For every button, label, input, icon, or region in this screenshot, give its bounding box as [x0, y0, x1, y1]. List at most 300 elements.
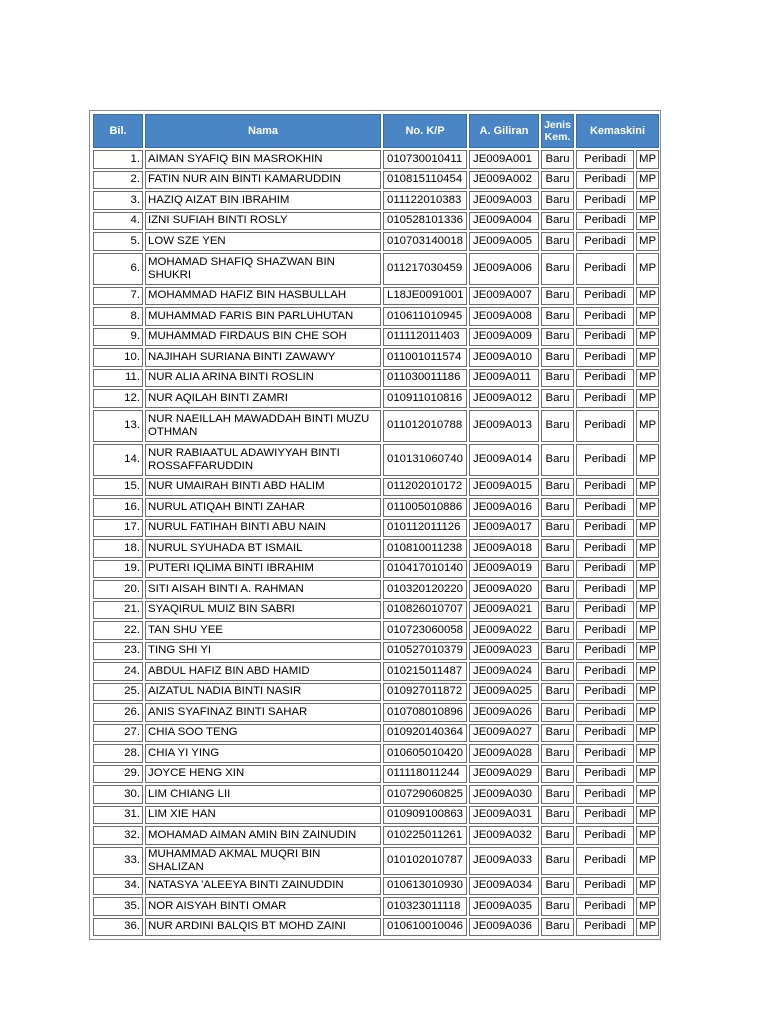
update-type: Peribadi	[576, 724, 634, 743]
exam-number: JE009A020	[469, 580, 539, 599]
student-name: SITI AISAH BINTI A. RAHMAN	[145, 580, 381, 599]
student-name: MUHAMMAD AKMAL MUQRI BIN SHALIZAN	[145, 847, 381, 875]
exam-number: JE009A013	[469, 410, 539, 442]
student-name: MUHAMMAD FARIS BIN PARLUHUTAN	[145, 307, 381, 326]
update-type: Peribadi	[576, 287, 634, 306]
mp-code: MP	[636, 150, 659, 169]
ic-number: 010215011487	[383, 662, 467, 681]
student-table	[91, 112, 661, 938]
exam-number: JE009A024	[469, 662, 539, 681]
jenis-kem: Baru	[541, 642, 574, 661]
ic-number: 010729060825	[383, 785, 467, 804]
jenis-kem: Baru	[541, 389, 574, 408]
jenis-kem: Baru	[541, 444, 574, 476]
exam-number: JE009A016	[469, 498, 539, 517]
exam-number: JE009A003	[469, 191, 539, 210]
update-type: Peribadi	[576, 232, 634, 251]
ic-number: 010730010411	[383, 150, 467, 169]
row-number: 19.	[93, 560, 143, 579]
ic-number: 010611010945	[383, 307, 467, 326]
mp-code: MP	[636, 601, 659, 620]
exam-number: JE009A032	[469, 826, 539, 845]
row-number: 12.	[93, 389, 143, 408]
update-type: Peribadi	[576, 580, 634, 599]
ic-number: 011001011574	[383, 348, 467, 367]
update-type: Peribadi	[576, 765, 634, 784]
row-number: 17.	[93, 519, 143, 538]
student-name: JOYCE HENG XIN	[145, 765, 381, 784]
student-name: IZNI SUFIAH BINTI ROSLY	[145, 212, 381, 231]
mp-code: MP	[636, 348, 659, 367]
table-row	[93, 601, 659, 620]
table-row	[93, 621, 659, 640]
row-number: 3.	[93, 191, 143, 210]
student-name: TING SHI YI	[145, 642, 381, 661]
exam-number: JE009A026	[469, 703, 539, 722]
table-row	[93, 642, 659, 661]
table-row	[93, 806, 659, 825]
mp-code: MP	[636, 369, 659, 388]
mp-code: MP	[636, 328, 659, 347]
row-number: 11.	[93, 369, 143, 388]
exam-number: JE009A028	[469, 744, 539, 763]
row-number: 36.	[93, 918, 143, 937]
mp-code: MP	[636, 191, 659, 210]
student-name: ANIS SYAFINAZ BINTI SAHAR	[145, 703, 381, 722]
update-type: Peribadi	[576, 877, 634, 896]
student-name: NUR ARDINI BALQIS BT MOHD ZAINI	[145, 918, 381, 937]
row-number: 5.	[93, 232, 143, 251]
table-row	[93, 212, 659, 231]
update-type: Peribadi	[576, 918, 634, 937]
ic-number: 011202010172	[383, 478, 467, 497]
student-name: NAJIHAH SURIANA BINTI ZAWAWY	[145, 348, 381, 367]
row-number: 29.	[93, 765, 143, 784]
jenis-kem: Baru	[541, 580, 574, 599]
exam-number: JE009A036	[469, 918, 539, 937]
row-number: 8.	[93, 307, 143, 326]
row-number: 30.	[93, 785, 143, 804]
header-jenis-line2: Kem.	[544, 131, 571, 143]
mp-code: MP	[636, 307, 659, 326]
update-type: Peribadi	[576, 212, 634, 231]
update-type: Peribadi	[576, 150, 634, 169]
jenis-kem: Baru	[541, 877, 574, 896]
ic-number: 011112011403	[383, 328, 467, 347]
row-number: 4.	[93, 212, 143, 231]
update-type: Peribadi	[576, 826, 634, 845]
table-row	[93, 171, 659, 190]
update-type: Peribadi	[576, 171, 634, 190]
update-type: Peribadi	[576, 519, 634, 538]
update-type: Peribadi	[576, 621, 634, 640]
update-type: Peribadi	[576, 410, 634, 442]
exam-number: JE009A030	[469, 785, 539, 804]
table-row	[93, 744, 659, 763]
exam-number: JE009A033	[469, 847, 539, 875]
table-row	[93, 410, 659, 442]
update-type: Peribadi	[576, 498, 634, 517]
exam-number: JE009A005	[469, 232, 539, 251]
header-jenis-line1: Jenis	[544, 119, 571, 131]
student-name: MOHAMMAD HAFIZ BIN HASBULLAH	[145, 287, 381, 306]
jenis-kem: Baru	[541, 348, 574, 367]
student-name: TAN SHU YEE	[145, 621, 381, 640]
update-type: Peribadi	[576, 847, 634, 875]
jenis-kem: Baru	[541, 150, 574, 169]
table-row	[93, 560, 659, 579]
student-name: NUR AQILAH BINTI ZAMRI	[145, 389, 381, 408]
table-row	[93, 703, 659, 722]
mp-code: MP	[636, 539, 659, 558]
student-name: SYAQIRUL MUIZ BIN SABRI	[145, 601, 381, 620]
update-type: Peribadi	[576, 389, 634, 408]
mp-code: MP	[636, 744, 659, 763]
update-type: Peribadi	[576, 348, 634, 367]
mp-code: MP	[636, 785, 659, 804]
ic-number: 010613010930	[383, 877, 467, 896]
row-number: 6.	[93, 253, 143, 285]
jenis-kem: Baru	[541, 897, 574, 916]
exam-number: JE009A001	[469, 150, 539, 169]
jenis-kem: Baru	[541, 744, 574, 763]
mp-code: MP	[636, 478, 659, 497]
student-name: NATASYA 'ALEEYA BINTI ZAINUDDIN	[145, 877, 381, 896]
ic-number: 010527010379	[383, 642, 467, 661]
table-row	[93, 765, 659, 784]
row-number: 34.	[93, 877, 143, 896]
mp-code: MP	[636, 642, 659, 661]
jenis-kem: Baru	[541, 765, 574, 784]
row-number: 33.	[93, 847, 143, 875]
update-type: Peribadi	[576, 539, 634, 558]
table-row	[93, 348, 659, 367]
ic-number: 010708010896	[383, 703, 467, 722]
student-name: MOHAMAD AIMAN AMIN BIN ZAINUDIN	[145, 826, 381, 845]
mp-code: MP	[636, 498, 659, 517]
exam-number: JE009A004	[469, 212, 539, 231]
table-row	[93, 918, 659, 937]
exam-number: JE009A031	[469, 806, 539, 825]
student-name: NURUL SYUHADA BT ISMAIL	[145, 539, 381, 558]
exam-number: JE009A019	[469, 560, 539, 579]
student-name: NUR UMAIRAH BINTI ABD HALIM	[145, 478, 381, 497]
mp-code: MP	[636, 253, 659, 285]
table-header-row	[93, 114, 659, 148]
student-name: FATIN NUR AIN BINTI KAMARUDDIN	[145, 171, 381, 190]
header-kemaskini: Kemaskini	[576, 114, 659, 148]
jenis-kem: Baru	[541, 601, 574, 620]
jenis-kem: Baru	[541, 191, 574, 210]
table-row	[93, 369, 659, 388]
ic-number: 010605010420	[383, 744, 467, 763]
jenis-kem: Baru	[541, 724, 574, 743]
table-row	[93, 847, 659, 875]
ic-number: 010610010046	[383, 918, 467, 937]
mp-code: MP	[636, 826, 659, 845]
jenis-kem: Baru	[541, 621, 574, 640]
ic-number: 011217030459	[383, 253, 467, 285]
table-row	[93, 539, 659, 558]
student-table-frame	[89, 110, 661, 940]
mp-code: MP	[636, 918, 659, 937]
student-name: AIZATUL NADIA BINTI NASIR	[145, 683, 381, 702]
student-name: CHIA YI YING	[145, 744, 381, 763]
table-row	[93, 287, 659, 306]
table-row	[93, 724, 659, 743]
row-number: 7.	[93, 287, 143, 306]
jenis-kem: Baru	[541, 703, 574, 722]
student-name: MOHAMAD SHAFIQ SHAZWAN BIN SHUKRI	[145, 253, 381, 285]
student-name: NOR AISYAH BINTI OMAR	[145, 897, 381, 916]
jenis-kem: Baru	[541, 826, 574, 845]
jenis-kem: Baru	[541, 539, 574, 558]
update-type: Peribadi	[576, 642, 634, 661]
table-row	[93, 328, 659, 347]
mp-code: MP	[636, 683, 659, 702]
update-type: Peribadi	[576, 601, 634, 620]
row-number: 15.	[93, 478, 143, 497]
ic-number: 010131060740	[383, 444, 467, 476]
student-name: MUHAMMAD FIRDAUS BIN CHE SOH	[145, 328, 381, 347]
mp-code: MP	[636, 724, 659, 743]
row-number: 2.	[93, 171, 143, 190]
update-type: Peribadi	[576, 897, 634, 916]
row-number: 24.	[93, 662, 143, 681]
exam-number: JE009A010	[469, 348, 539, 367]
row-number: 13.	[93, 410, 143, 442]
table-row	[93, 580, 659, 599]
mp-code: MP	[636, 897, 659, 916]
mp-code: MP	[636, 444, 659, 476]
header-nama: Nama	[145, 114, 381, 148]
ic-number: 010703140018	[383, 232, 467, 251]
update-type: Peribadi	[576, 253, 634, 285]
exam-number: JE009A014	[469, 444, 539, 476]
ic-number: 010909100863	[383, 806, 467, 825]
ic-number: 010927011872	[383, 683, 467, 702]
student-name: AIMAN SYAFIQ BIN MASROKHIN	[145, 150, 381, 169]
ic-number: L18JE0091001	[383, 287, 467, 306]
ic-number: 010320120220	[383, 580, 467, 599]
exam-number: JE009A006	[469, 253, 539, 285]
mp-code: MP	[636, 519, 659, 538]
update-type: Peribadi	[576, 328, 634, 347]
mp-code: MP	[636, 580, 659, 599]
exam-number: JE009A012	[469, 389, 539, 408]
ic-number: 010323011118	[383, 897, 467, 916]
row-number: 20.	[93, 580, 143, 599]
ic-number: 010920140364	[383, 724, 467, 743]
row-number: 35.	[93, 897, 143, 916]
row-number: 32.	[93, 826, 143, 845]
update-type: Peribadi	[576, 307, 634, 326]
row-number: 25.	[93, 683, 143, 702]
jenis-kem: Baru	[541, 171, 574, 190]
header-giliran: A. Giliran	[469, 114, 539, 148]
update-type: Peribadi	[576, 662, 634, 681]
jenis-kem: Baru	[541, 498, 574, 517]
table-row	[93, 478, 659, 497]
jenis-kem: Baru	[541, 918, 574, 937]
mp-code: MP	[636, 877, 659, 896]
mp-code: MP	[636, 410, 659, 442]
ic-number: 010723060058	[383, 621, 467, 640]
ic-number: 010911010816	[383, 389, 467, 408]
header-kp: No. K/P	[383, 114, 467, 148]
mp-code: MP	[636, 232, 659, 251]
mp-code: MP	[636, 806, 659, 825]
row-number: 23.	[93, 642, 143, 661]
table-row	[93, 785, 659, 804]
ic-number: 011118011244	[383, 765, 467, 784]
update-type: Peribadi	[576, 191, 634, 210]
update-type: Peribadi	[576, 785, 634, 804]
update-type: Peribadi	[576, 369, 634, 388]
student-name: HAZIQ AIZAT BIN IBRAHIM	[145, 191, 381, 210]
table-row	[93, 389, 659, 408]
mp-code: MP	[636, 171, 659, 190]
mp-code: MP	[636, 212, 659, 231]
mp-code: MP	[636, 703, 659, 722]
row-number: 10.	[93, 348, 143, 367]
ic-number: 010417010140	[383, 560, 467, 579]
student-name: NUR NAEILLAH MAWADDAH BINTI MUZU OTHMAN	[145, 410, 381, 442]
exam-number: JE009A023	[469, 642, 539, 661]
jenis-kem: Baru	[541, 232, 574, 251]
ic-number: 010810011238	[383, 539, 467, 558]
jenis-kem: Baru	[541, 287, 574, 306]
student-name: PUTERI IQLIMA BINTI IBRAHIM	[145, 560, 381, 579]
update-type: Peribadi	[576, 683, 634, 702]
jenis-kem: Baru	[541, 253, 574, 285]
row-number: 27.	[93, 724, 143, 743]
jenis-kem: Baru	[541, 307, 574, 326]
exam-number: JE009A015	[469, 478, 539, 497]
row-number: 31.	[93, 806, 143, 825]
student-name: NUR ALIA ARINA BINTI ROSLIN	[145, 369, 381, 388]
row-number: 26.	[93, 703, 143, 722]
exam-number: JE009A018	[469, 539, 539, 558]
table-row	[93, 150, 659, 169]
exam-number: JE009A011	[469, 369, 539, 388]
exam-number: JE009A017	[469, 519, 539, 538]
exam-number: JE009A027	[469, 724, 539, 743]
jenis-kem: Baru	[541, 785, 574, 804]
jenis-kem: Baru	[541, 369, 574, 388]
student-name: CHIA SOO TENG	[145, 724, 381, 743]
header-jenis	[541, 114, 574, 148]
mp-code: MP	[636, 560, 659, 579]
mp-code: MP	[636, 847, 659, 875]
exam-number: JE009A025	[469, 683, 539, 702]
header-bil: Bil.	[93, 114, 143, 148]
ic-number: 010225011261	[383, 826, 467, 845]
table-row	[93, 519, 659, 538]
table-row	[93, 897, 659, 916]
student-name: LOW SZE YEN	[145, 232, 381, 251]
exam-number: JE009A008	[469, 307, 539, 326]
ic-number: 011030011186	[383, 369, 467, 388]
ic-number: 010815110454	[383, 171, 467, 190]
jenis-kem: Baru	[541, 328, 574, 347]
table-row	[93, 191, 659, 210]
exam-number: JE009A022	[469, 621, 539, 640]
update-type: Peribadi	[576, 744, 634, 763]
exam-number: JE009A034	[469, 877, 539, 896]
exam-number: JE009A035	[469, 897, 539, 916]
mp-code: MP	[636, 287, 659, 306]
ic-number: 011012010788	[383, 410, 467, 442]
ic-number: 010112011126	[383, 519, 467, 538]
update-type: Peribadi	[576, 444, 634, 476]
mp-code: MP	[636, 662, 659, 681]
exam-number: JE009A029	[469, 765, 539, 784]
student-name: NURUL FATIHAH BINTI ABU NAIN	[145, 519, 381, 538]
table-row	[93, 877, 659, 896]
student-name: NUR RABIAATUL ADAWIYYAH BINTI ROSSAFFARUDDIN	[145, 444, 381, 476]
table-row	[93, 253, 659, 285]
table-row	[93, 498, 659, 517]
jenis-kem: Baru	[541, 478, 574, 497]
row-number: 1.	[93, 150, 143, 169]
row-number: 9.	[93, 328, 143, 347]
jenis-kem: Baru	[541, 410, 574, 442]
student-name: ABDUL HAFIZ BIN ABD HAMID	[145, 662, 381, 681]
exam-number: JE009A002	[469, 171, 539, 190]
ic-number: 010102010787	[383, 847, 467, 875]
row-number: 22.	[93, 621, 143, 640]
row-number: 16.	[93, 498, 143, 517]
ic-number: 011005010886	[383, 498, 467, 517]
table-row	[93, 683, 659, 702]
student-name: LIM XIE HAN	[145, 806, 381, 825]
jenis-kem: Baru	[541, 847, 574, 875]
ic-number: 010528101336	[383, 212, 467, 231]
update-type: Peribadi	[576, 560, 634, 579]
row-number: 28.	[93, 744, 143, 763]
jenis-kem: Baru	[541, 519, 574, 538]
mp-code: MP	[636, 389, 659, 408]
row-number: 18.	[93, 539, 143, 558]
row-number: 14.	[93, 444, 143, 476]
table-body	[93, 150, 659, 936]
exam-number: JE009A007	[469, 287, 539, 306]
row-number: 21.	[93, 601, 143, 620]
table-row	[93, 826, 659, 845]
exam-number: JE009A021	[469, 601, 539, 620]
mp-code: MP	[636, 621, 659, 640]
exam-number: JE009A009	[469, 328, 539, 347]
jenis-kem: Baru	[541, 683, 574, 702]
jenis-kem: Baru	[541, 806, 574, 825]
jenis-kem: Baru	[541, 560, 574, 579]
student-name: LIM CHIANG LII	[145, 785, 381, 804]
table-row	[93, 307, 659, 326]
jenis-kem: Baru	[541, 662, 574, 681]
student-name: NURUL ATIQAH BINTI ZAHAR	[145, 498, 381, 517]
table-row	[93, 662, 659, 681]
jenis-kem: Baru	[541, 212, 574, 231]
mp-code: MP	[636, 765, 659, 784]
table-row	[93, 444, 659, 476]
ic-number: 010826010707	[383, 601, 467, 620]
update-type: Peribadi	[576, 703, 634, 722]
ic-number: 011122010383	[383, 191, 467, 210]
update-type: Peribadi	[576, 806, 634, 825]
table-row	[93, 232, 659, 251]
update-type: Peribadi	[576, 478, 634, 497]
